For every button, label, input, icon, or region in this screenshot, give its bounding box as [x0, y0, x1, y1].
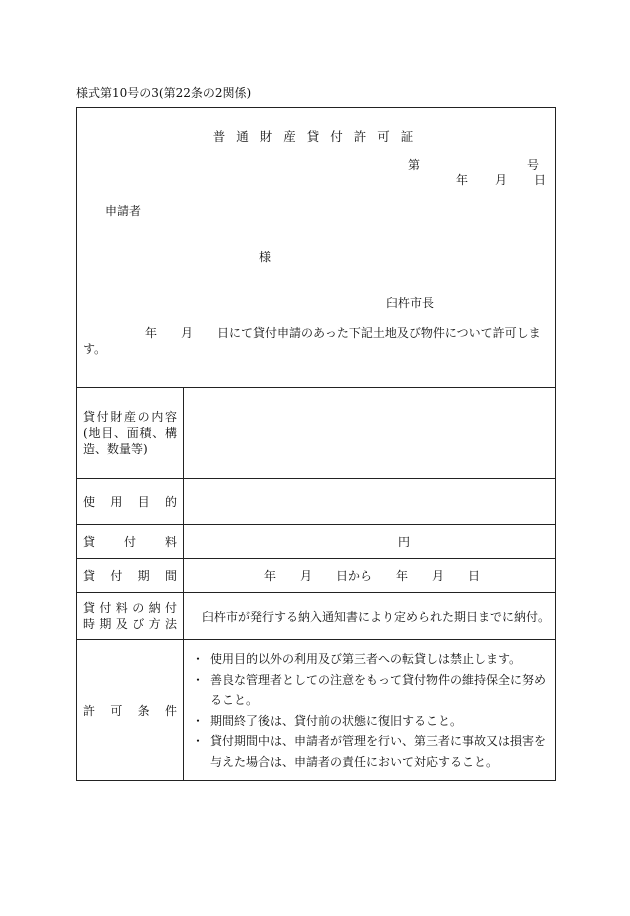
payment-value: 臼杵市が発行する納入通知書により定められた期日までに納付。 — [202, 609, 551, 624]
purpose-label: 使用目的 — [83, 494, 177, 509]
date-year: 年 — [456, 173, 469, 187]
period-label-cell — [77, 559, 183, 592]
fee-label: 貸付料 — [83, 534, 177, 549]
conditions-label-cell — [77, 640, 183, 781]
payment-label-line2: 時期及び方法 — [83, 617, 177, 631]
permit-form — [76, 107, 556, 781]
bullet-icon: ・ — [192, 713, 205, 728]
permission-text-line2: す。 — [83, 342, 107, 356]
purpose-label-cell — [77, 479, 183, 524]
property-value[interactable] — [184, 388, 555, 478]
permission-text-line1: 年 月 日にて貸付申請のあった下記土地及び物件について許可しま — [145, 326, 541, 340]
number-suffix: 号 — [527, 158, 540, 172]
purpose-value[interactable] — [184, 479, 555, 524]
period-value-cell[interactable] — [184, 559, 555, 592]
permit-title: 普通財産貸付許可証 — [212, 129, 425, 144]
property-label-line3: 造、数量等) — [83, 442, 148, 456]
period-value: 年 月 日から 年 月 日 — [264, 569, 481, 583]
period-label: 貸付期間 — [83, 568, 177, 583]
property-label — [77, 388, 183, 478]
property-label-line2: (地目、面積、構 — [83, 426, 177, 440]
bullet-icon: ・ — [192, 652, 205, 666]
conditions-label: 許可条件 — [83, 703, 177, 718]
condition-item: ・ 善良な管理者としての注意をもって貸付物件の維持保全に努めること。 — [192, 670, 547, 711]
number-prefix: 第 — [408, 158, 421, 172]
conditions-list — [184, 649, 555, 772]
bullet-icon: ・ — [192, 734, 205, 748]
condition-item: ・ 使用目的以外の利用及び第三者への転貸しは禁止します。 — [192, 649, 547, 670]
honorific: 様 — [259, 250, 272, 264]
payment-value-cell — [184, 593, 555, 639]
fee-label-cell — [77, 525, 183, 558]
payment-label-line1: 貸付料の納付 — [83, 601, 177, 615]
issuer: 臼杵市長 — [386, 296, 435, 310]
property-label-line1: 貸付財産の内容 — [83, 410, 177, 424]
condition-item: ・ 期間終了後は、貸付前の状態に復旧すること。 — [192, 711, 547, 732]
fee-unit: 円 — [398, 535, 411, 549]
condition-item: ・ 貸付期間中は、申請者が管理を行い、第三者に事故又は損害を与えた場合は、申請者の責任において対応すること。 — [192, 731, 547, 772]
payment-label-cell — [77, 593, 183, 639]
applicant-label: 申請者 — [105, 204, 142, 218]
fee-value-cell[interactable] — [184, 525, 555, 558]
date-day: 日 — [534, 173, 547, 187]
form-number-label: 様式第10号の3(第22条の2関係) — [76, 86, 252, 100]
date-month: 月 — [495, 173, 508, 187]
bullet-icon: ・ — [192, 672, 205, 687]
